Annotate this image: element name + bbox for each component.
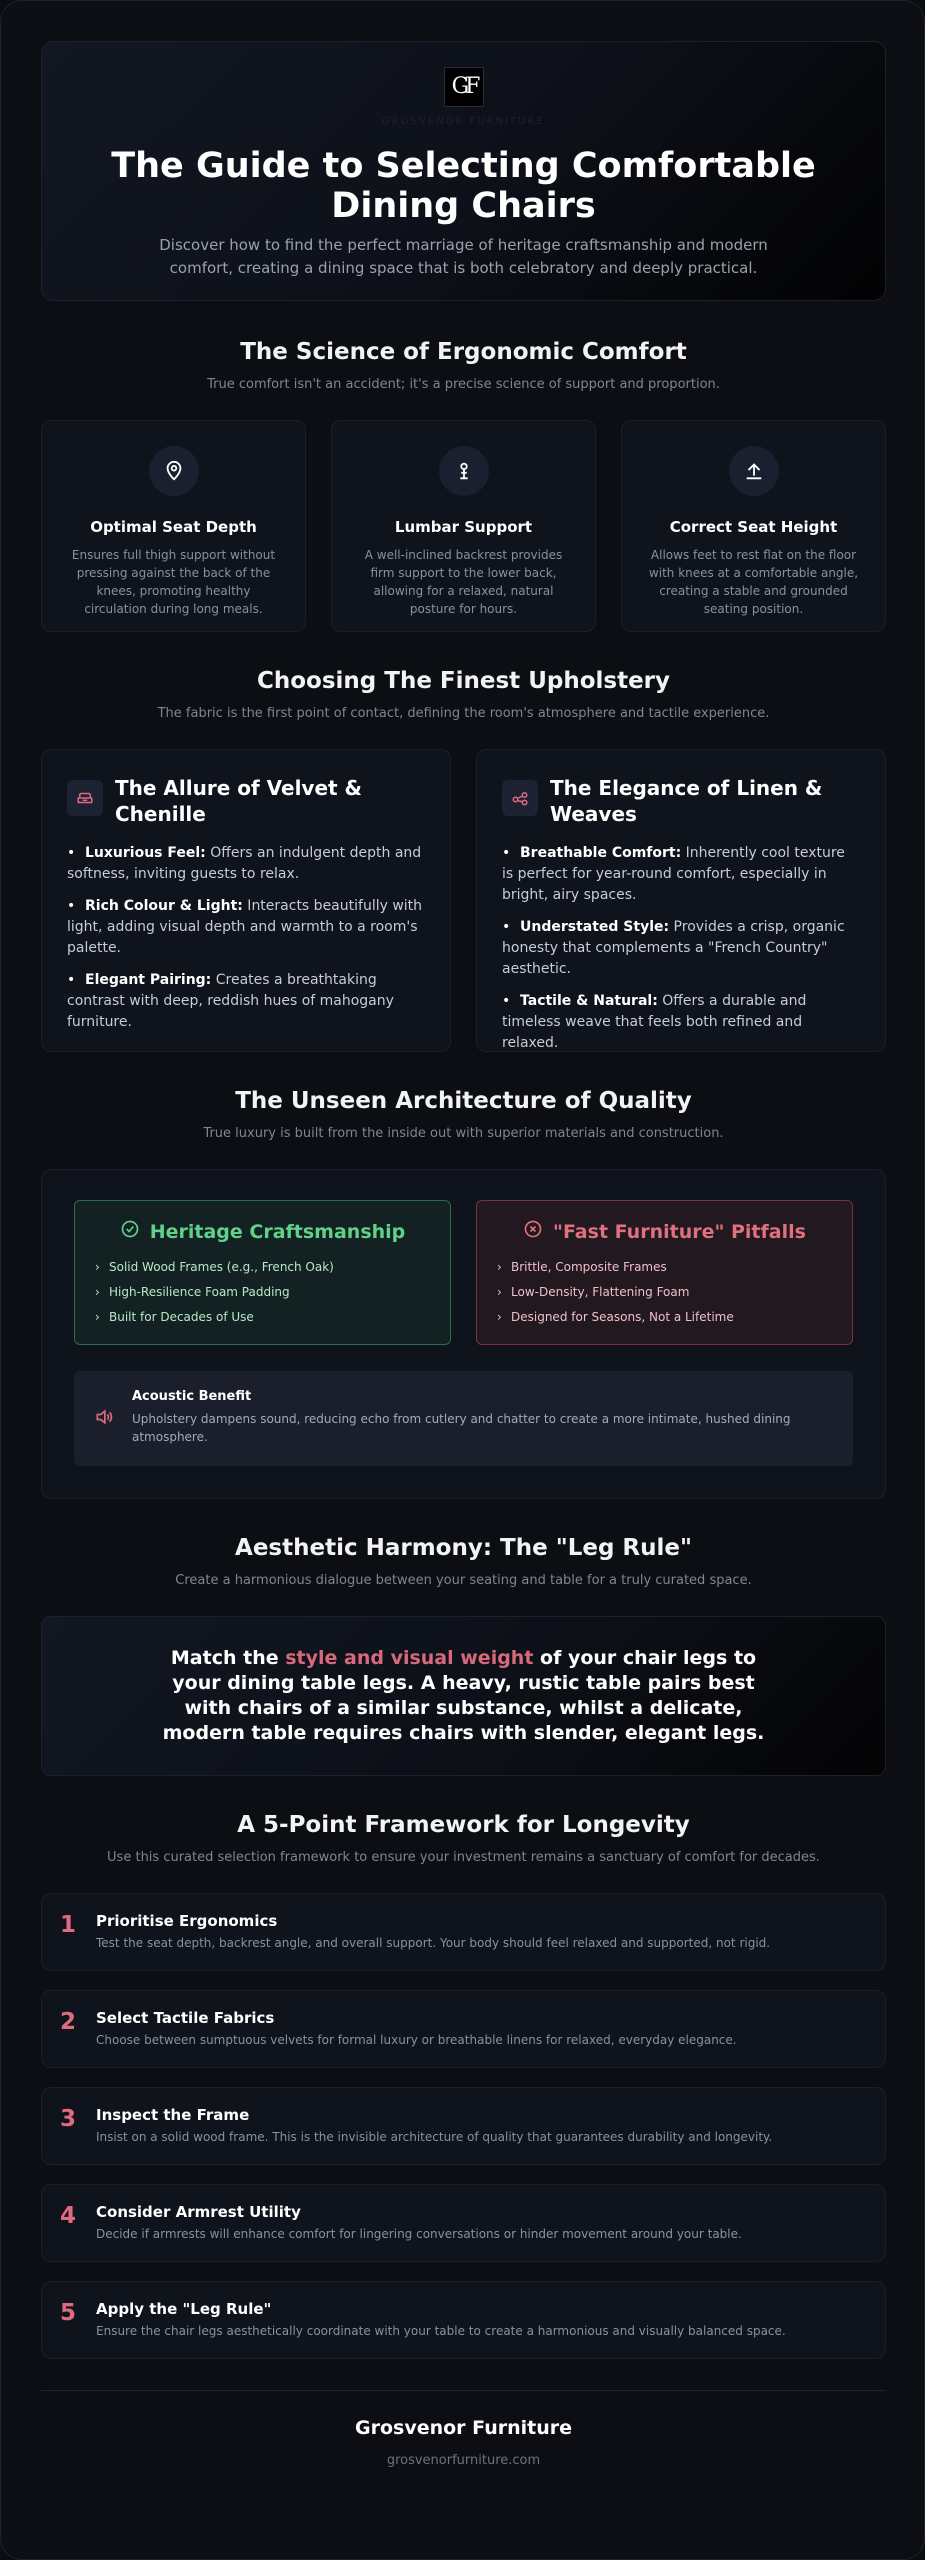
list-item: • Tactile & Natural: Offers a durable and timeless weave that feels both refined and relaxed. [502, 993, 807, 1051]
velvet-list [67, 843, 425, 1033]
step-number: 5 [60, 2300, 77, 2326]
framework-step [41, 1990, 886, 2068]
step-text: Decide if armrests will enhance comfort for lingering conversations or hinder movement around your table. [96, 2227, 742, 2241]
heritage-box [74, 1200, 451, 1345]
weave-icon [502, 780, 538, 816]
quality-section [41, 1088, 886, 1499]
chair-support-icon [439, 446, 489, 496]
step-title: Prioritise Ergonomics [96, 1912, 278, 1930]
page-title: The Guide to Selecting Comfortable Dining Chairs [111, 146, 816, 226]
page-content [41, 41, 886, 2468]
list-item: › High-Resilience Foam Padding [95, 1285, 290, 1299]
pitfalls-box [476, 1200, 853, 1345]
science-subtitle: True comfort isn't an accident; it's a precise science of support and proportion. [207, 377, 720, 392]
ergo-card-title: Lumbar Support [394, 518, 533, 536]
framework-step [41, 2281, 886, 2359]
arrow-up-icon [729, 446, 779, 496]
list-item: • Luxurious Feel: Offers an indulgent depth and softness, inviting guests to relax. [67, 845, 422, 882]
step-number: 3 [60, 2106, 77, 2132]
framework-subtitle: Use this curated selection framework to ensure your investment remains a sanctuary of comfort for decades. [107, 1850, 820, 1865]
legrule-highlight: style and visual weight [285, 1647, 534, 1669]
step-number: 4 [60, 2203, 77, 2229]
upholstery-subtitle: The fabric is the first point of contact, defining the room's atmosphere and tactile experience. [157, 706, 770, 721]
quality-card [41, 1169, 886, 1499]
ergo-card-lumbar [331, 420, 596, 632]
step-number: 2 [60, 2009, 77, 2035]
x-circle-icon [523, 1219, 543, 1244]
hero-subtitle: Discover how to find the perfect marriage of heritage craftsmanship and modern comfort, creating a dining space that is both celebratory and deeply practical. [159, 236, 768, 277]
speaker-icon [94, 1389, 132, 1448]
step-text: Insist on a solid wood frame. This is the invisible architecture of quality that guarantees durability and longevity. [96, 2130, 773, 2144]
framework-step [41, 2087, 886, 2165]
linen-list [502, 843, 860, 1054]
list-item: › Solid Wood Frames (e.g., French Oak) [95, 1260, 334, 1274]
linen-title: The Elegance of Linen & Weaves [550, 776, 823, 826]
framework-title: A 5-Point Framework for Longevity [237, 1812, 690, 1838]
legrule-section [41, 1535, 886, 1776]
list-item: • Rich Colour & Light: Interacts beautifully with light, adding visual depth and warmth to a room's palette. [67, 898, 423, 956]
list-item: › Designed for Seasons, Not a Lifetime [497, 1310, 734, 1324]
velvet-title: The Allure of Velvet & Chenille [115, 776, 363, 826]
quality-title: The Unseen Architecture of Quality [235, 1088, 692, 1114]
science-section [41, 339, 886, 632]
list-item: › Low-Density, Flattening Foam [497, 1285, 690, 1299]
upholstery-cards [41, 749, 886, 1052]
list-item: › Brittle, Composite Frames [497, 1260, 667, 1274]
ergo-card-text: Allows feet to rest flat on the floor with knees at a comfortable angle, creating a stable and grounded seating position. [648, 548, 859, 616]
step-title: Inspect the Frame [96, 2106, 250, 2124]
legrule-subtitle: Create a harmonious dialogue between your seating and table for a truly curated space. [175, 1573, 752, 1588]
heritage-title: Heritage Craftsmanship [149, 1220, 406, 1243]
ergo-card-title: Correct Seat Height [669, 518, 838, 536]
step-number: 1 [60, 1912, 77, 1938]
footer-brand: Grosvenor Furniture [355, 2417, 572, 2439]
ergo-card-text: A well-inclined backrest provides firm support to the lower back, allowing for a relaxed, natural posture for hours. [364, 548, 563, 616]
step-title: Apply the "Leg Rule" [96, 2300, 272, 2318]
acoustic-title: Acoustic Benefit [131, 1389, 252, 1404]
legrule-quote: Match the style and visual weight of your chair legs to your dining table legs. A heavy, rustic table pairs best with chairs of a similar substance, whilst a delicate, modern table requires chairs with slender, elegant legs. [162, 1647, 765, 1744]
velvet-card [41, 749, 451, 1052]
hero-section [41, 41, 886, 301]
step-text: Ensure the chair legs aesthetically coordinate with your table to create a harmonious and visually balanced space. [96, 2324, 786, 2338]
science-title: The Science of Ergonomic Comfort [240, 339, 687, 365]
upholstery-section [41, 668, 886, 1052]
pitfalls-title: "Fast Furniture" Pitfalls [553, 1220, 806, 1243]
legrule-title: Aesthetic Harmony: The "Leg Rule" [235, 1535, 692, 1561]
step-title: Consider Armrest Utility [96, 2203, 301, 2221]
list-item: • Elegant Pairing: Creates a breathtaking contrast with deep, reddish hues of mahogany furniture. [67, 972, 394, 1030]
upholstery-title: Choosing The Finest Upholstery [256, 668, 671, 694]
acoustic-text: Upholstery dampens sound, reducing echo from cutlery and chatter to create a more intimate, hushed dining atmosphere. [131, 1412, 791, 1444]
ergo-card-seat-height [621, 420, 886, 632]
footer [41, 2417, 886, 2468]
check-circle-icon [120, 1219, 140, 1244]
linen-card [476, 749, 886, 1052]
map-pin-icon [149, 446, 199, 496]
ergonomic-cards [41, 420, 886, 632]
list-item: › Built for Decades of Use [95, 1310, 254, 1324]
ergo-card-text: Ensures full thigh support without pressing against the back of the knees, promoting healthy circulation during long meals. [71, 548, 276, 616]
footer-url-link[interactable]: grosvenorfurniture.com [386, 2453, 541, 2468]
framework-step [41, 1893, 886, 1971]
framework-steps [41, 1893, 886, 2359]
acoustic-panel [74, 1371, 853, 1466]
step-title: Select Tactile Fabrics [96, 2009, 275, 2027]
legrule-quote-box [41, 1616, 886, 1776]
ergo-card-seat-depth [41, 420, 306, 632]
ergo-card-title: Optimal Seat Depth [90, 518, 257, 536]
quality-subtitle: True luxury is built from the inside out with superior materials and construction. [203, 1126, 724, 1141]
hero-tagline: GROSVENOR FURNITURE [382, 116, 545, 127]
step-text: Choose between sumptuous velvets for formal luxury or breathable linens for relaxed, everyday elegance. [96, 2033, 737, 2047]
brand-logo: GF [444, 67, 484, 107]
footer-divider [41, 2390, 886, 2391]
list-item: • Understated Style: Provides a crisp, organic honesty that complements a "French Country" aesthetic. [502, 919, 845, 977]
framework-step [41, 2184, 886, 2262]
framework-section [41, 1812, 886, 2359]
step-text: Test the seat depth, backrest angle, and overall support. Your body should feel relaxed and supported, not rigid. [96, 1936, 771, 1950]
sofa-icon [67, 780, 103, 816]
list-item: • Breathable Comfort: Inherently cool texture is perfect for year-round comfort, especially in bright, airy spaces. [502, 845, 845, 903]
